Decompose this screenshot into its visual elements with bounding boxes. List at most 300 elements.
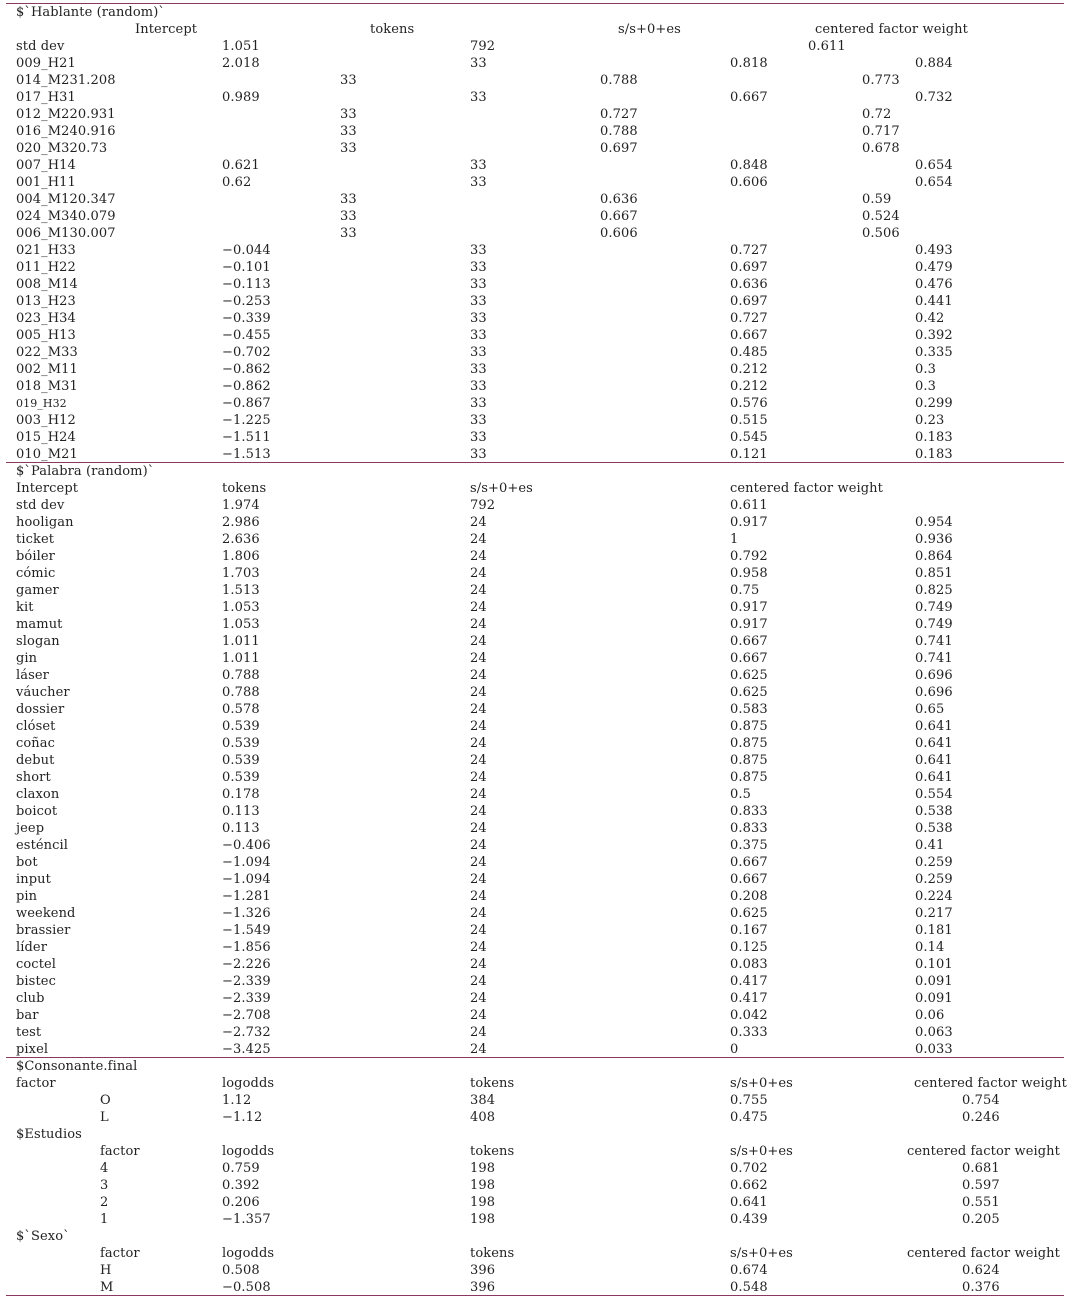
table-row — [0, 1160, 1067, 1177]
proportion-cell: 0.674 — [730, 1263, 768, 1278]
logodds-cell: 0.508 — [222, 1263, 260, 1278]
row-label: pixel — [16, 1042, 49, 1057]
table-row — [0, 565, 1067, 582]
weight-cell: 0.3 — [915, 379, 936, 394]
proportion-cell: 0.212 — [730, 379, 768, 394]
tokens-cell: 24 — [470, 821, 487, 836]
proportion-cell: 0.208 — [730, 889, 768, 904]
intercept-cell: −0.867 — [222, 396, 271, 411]
tokens-cell: 33 — [470, 379, 487, 394]
weight-cell: 0.224 — [915, 889, 953, 904]
proportion-cell: 0.121 — [730, 447, 768, 462]
proportion-cell: 0.625 — [730, 906, 768, 921]
row-label: 019_H32 — [16, 397, 67, 410]
table-row — [0, 157, 1067, 174]
table-row — [0, 72, 1067, 89]
table-row — [0, 174, 1067, 191]
intercept-cell: 0.621 — [222, 158, 260, 173]
table-row — [0, 548, 1067, 565]
table-row — [0, 616, 1067, 633]
proportion-cell: 0.875 — [730, 736, 768, 751]
header-weight: centered factor weight — [907, 1246, 1060, 1261]
row-label: slogan — [16, 634, 60, 649]
row-label: 010_M21 — [16, 447, 78, 462]
tokens-cell: 408 — [470, 1110, 496, 1125]
intercept-cell: −0.101 — [222, 260, 271, 275]
proportion-cell: 0.636 — [730, 277, 768, 292]
tokens-cell: 198 — [470, 1161, 496, 1176]
row-label: 008_M14 — [16, 277, 78, 292]
tokens-cell: 24 — [470, 736, 487, 751]
row-label: 011_H22 — [16, 260, 76, 275]
table-row — [0, 89, 1067, 106]
header-factor: factor — [100, 1144, 140, 1159]
proportion-cell: 0.083 — [730, 957, 768, 972]
table-row — [0, 514, 1067, 531]
table-row — [0, 531, 1067, 548]
proportion-cell: 0.667 — [730, 872, 768, 887]
weight-cell: 0.59 — [862, 192, 892, 207]
proportion-cell: 0.5 — [730, 787, 751, 802]
tokens-cell: 33 — [340, 209, 357, 224]
tokens-cell: 24 — [470, 787, 487, 802]
table-row — [0, 276, 1067, 293]
weight-cell: 0.696 — [915, 685, 953, 700]
table-row — [0, 344, 1067, 361]
intercept-cell: −1.856 — [222, 940, 271, 955]
intercept-cell: −0.339 — [222, 311, 271, 326]
weight-cell: 0.23 — [915, 413, 945, 428]
header-weight: centered factor weight — [914, 1076, 1067, 1091]
section-title: $`Sexo` — [16, 1229, 70, 1244]
header-tokens: tokens — [222, 481, 267, 496]
tokens-cell: 396 — [470, 1280, 496, 1295]
bottom-rule — [6, 1295, 1064, 1296]
row-label: 020_M320.73 — [16, 141, 108, 156]
intercept-cell: −2.708 — [222, 1008, 271, 1023]
table-row — [0, 361, 1067, 378]
row-label: coñac — [16, 736, 56, 751]
header-tokens: tokens — [470, 1144, 515, 1159]
row-label: 023_H34 — [16, 311, 76, 326]
tokens-cell: 24 — [470, 549, 487, 564]
proportion-cell: 0.697 — [730, 294, 768, 309]
proportion-cell: 0.625 — [730, 685, 768, 700]
weight-cell: 0.376 — [962, 1280, 1000, 1295]
weight-cell: 0.884 — [915, 56, 953, 71]
table-row — [0, 786, 1067, 803]
proportion-cell: 0.545 — [730, 430, 768, 445]
table-row — [0, 871, 1067, 888]
weight-cell: 0.41 — [915, 838, 945, 853]
proportion-cell: 0.042 — [730, 1008, 768, 1023]
table-row — [0, 259, 1067, 276]
tokens-cell: 33 — [470, 311, 487, 326]
tokens-cell: 33 — [470, 277, 487, 292]
intercept-cell: 1.703 — [222, 566, 260, 581]
row-label: bóiler — [16, 549, 55, 564]
weight-cell: 0.641 — [915, 719, 953, 734]
factor-level: 3 — [100, 1178, 109, 1193]
proportion-cell: 0.727 — [600, 107, 638, 122]
section-title-row — [0, 4, 1067, 21]
tokens-cell: 24 — [470, 770, 487, 785]
weight-cell: 0.205 — [962, 1212, 1000, 1227]
intercept-cell: 0.539 — [222, 770, 260, 785]
tokens-cell: 24 — [470, 617, 487, 632]
logodds-cell: 0.206 — [222, 1195, 260, 1210]
weight-cell: 0.554 — [915, 787, 953, 802]
weight-cell: 0.42 — [915, 311, 945, 326]
tokens-cell: 33 — [340, 124, 357, 139]
section-title: $`Palabra (random)` — [16, 464, 155, 479]
table-row — [0, 922, 1067, 939]
intercept-cell: 0.113 — [222, 821, 260, 836]
intercept-cell: −0.862 — [222, 362, 271, 377]
tokens-cell: 33 — [470, 158, 487, 173]
row-label: 016_M240.916 — [16, 124, 116, 139]
table-row — [0, 327, 1067, 344]
intercept-cell: 2.018 — [222, 56, 260, 71]
intercept-cell: 0.788 — [222, 668, 260, 683]
tokens-cell: 33 — [340, 73, 357, 88]
tokens-cell: 24 — [470, 753, 487, 768]
factor-level: 4 — [100, 1161, 109, 1176]
weight-cell: 0.538 — [915, 821, 953, 836]
table-row — [0, 939, 1067, 956]
intercept-cell: −0.406 — [222, 838, 271, 853]
table-row — [0, 140, 1067, 157]
tokens-cell: 24 — [470, 600, 487, 615]
table-row — [0, 718, 1067, 735]
tokens-cell: 33 — [470, 294, 487, 309]
weight-cell: 0.696 — [915, 668, 953, 683]
tokens-cell: 33 — [470, 260, 487, 275]
proportion-cell: 0.697 — [600, 141, 638, 156]
tokens-cell: 24 — [470, 855, 487, 870]
proportion-cell: 0.697 — [730, 260, 768, 275]
proportion-cell: 0.667 — [600, 209, 638, 224]
intercept-cell: −1.094 — [222, 872, 271, 887]
intercept-cell: −2.339 — [222, 991, 271, 1006]
row-label: debut — [16, 753, 55, 768]
section-title-row — [0, 463, 1067, 480]
intercept-cell: 0.578 — [222, 702, 260, 717]
proportion-cell: 0.625 — [730, 668, 768, 683]
tokens-cell: 24 — [470, 974, 487, 989]
intercept-cell: −1.225 — [222, 413, 271, 428]
tokens-cell: 24 — [470, 923, 487, 938]
proportion-cell: 0.702 — [730, 1161, 768, 1176]
factor-level: 1 — [100, 1212, 109, 1227]
weight-cell: 0.506 — [862, 226, 900, 241]
header-proportion: s/s+0+es — [730, 1144, 793, 1159]
tokens-cell: 24 — [470, 906, 487, 921]
tokens-cell: 24 — [470, 634, 487, 649]
row-label: cómic — [16, 566, 56, 581]
tokens-cell: 24 — [470, 804, 487, 819]
tokens-cell: 33 — [340, 141, 357, 156]
logodds-cell: 0.759 — [222, 1161, 260, 1176]
row-label: 012_M220.931 — [16, 107, 116, 122]
table-row — [0, 888, 1067, 905]
weight-cell: 0.101 — [915, 957, 953, 972]
row-label: ticket — [16, 532, 55, 547]
row-label: váucher — [16, 685, 70, 700]
tokens-cell: 33 — [470, 396, 487, 411]
weight-cell: 0.72 — [862, 107, 892, 122]
weight-cell: 0.641 — [915, 770, 953, 785]
intercept-cell: 1.806 — [222, 549, 260, 564]
row-label: 009_H21 — [16, 56, 76, 71]
weight-cell: 0.717 — [862, 124, 900, 139]
tokens-cell: 24 — [470, 515, 487, 530]
proportion-cell: 0.548 — [730, 1280, 768, 1295]
table-row — [0, 735, 1067, 752]
weight-cell: 0.749 — [915, 600, 953, 615]
intercept-cell: 0.989 — [222, 90, 260, 105]
proportion-cell: 0.439 — [730, 1212, 768, 1227]
tokens-cell: 33 — [470, 328, 487, 343]
intercept-cell: 1.513 — [222, 583, 260, 598]
tokens-cell: 198 — [470, 1178, 496, 1193]
tokens-cell: 33 — [340, 107, 357, 122]
header-row — [0, 1245, 1067, 1262]
table-row — [0, 191, 1067, 208]
table-row — [0, 378, 1067, 395]
table-row — [0, 956, 1067, 973]
table-row — [0, 395, 1067, 412]
intercept-cell: 0.178 — [222, 787, 260, 802]
row-label: 002_M11 — [16, 362, 78, 377]
factor-level: L — [100, 1110, 109, 1125]
tokens-cell: 24 — [470, 583, 487, 598]
row-label: 018_M31 — [16, 379, 78, 394]
proportion-cell: 0.515 — [730, 413, 768, 428]
row-label: kit — [16, 600, 34, 615]
table-row — [0, 1109, 1067, 1126]
intercept-cell: 0.113 — [222, 804, 260, 819]
table-row — [0, 752, 1067, 769]
proportion-cell: 0.917 — [730, 600, 768, 615]
table-row — [0, 225, 1067, 242]
weight-cell: 0.063 — [915, 1025, 953, 1040]
section-title-row — [0, 1126, 1067, 1143]
proportion-cell: 0 — [730, 1042, 739, 1057]
tokens-cell: 24 — [470, 566, 487, 581]
header-tokens: tokens — [470, 1246, 515, 1261]
table-row — [0, 990, 1067, 1007]
row-label: pin — [16, 889, 38, 904]
row-label: 013_H23 — [16, 294, 76, 309]
proportion-cell: 0.875 — [730, 753, 768, 768]
proportion-cell: 0.833 — [730, 821, 768, 836]
table-row — [0, 106, 1067, 123]
header-row — [0, 480, 1067, 497]
row-label: 017_H31 — [16, 90, 76, 105]
weight-cell: 0.392 — [915, 328, 953, 343]
intercept-cell: 0.539 — [222, 719, 260, 734]
stddev-weight: 0.611 — [808, 39, 846, 54]
intercept-cell: 0.62 — [222, 175, 252, 190]
table-row — [0, 684, 1067, 701]
row-label: bar — [16, 1008, 39, 1023]
row-label: 004_M120.347 — [16, 192, 116, 207]
table-row — [0, 633, 1067, 650]
weight-cell: 0.641 — [915, 753, 953, 768]
proportion-cell: 0.958 — [730, 566, 768, 581]
stddev-tokens: 792 — [470, 498, 496, 513]
table-row — [0, 446, 1067, 463]
header-weight: centered factor weight — [730, 481, 883, 496]
table-row — [0, 1262, 1067, 1279]
row-label: club — [16, 991, 45, 1006]
row-label: gamer — [16, 583, 59, 598]
weight-cell: 0.654 — [915, 158, 953, 173]
row-label: 015_H24 — [16, 430, 76, 445]
intercept-cell: −0.702 — [222, 345, 271, 360]
section-title-row — [0, 1058, 1067, 1075]
weight-cell: 0.441 — [915, 294, 953, 309]
proportion-cell: 0.667 — [730, 328, 768, 343]
section-title-row — [0, 1228, 1067, 1245]
intercept-cell: −1.094 — [222, 855, 271, 870]
intercept-cell: −2.339 — [222, 974, 271, 989]
proportion-cell: 0.417 — [730, 991, 768, 1006]
table-row — [0, 973, 1067, 990]
header-row — [0, 1143, 1067, 1160]
header-intercept: Intercept — [16, 481, 79, 496]
weight-cell: 0.183 — [915, 430, 953, 445]
tokens-cell: 24 — [470, 668, 487, 683]
row-label: clóset — [16, 719, 56, 734]
logodds-cell: 0.392 — [222, 1178, 260, 1193]
header-logodds: logodds — [222, 1144, 275, 1159]
weight-cell: 0.091 — [915, 991, 953, 1006]
row-label: 024_M340.079 — [16, 209, 116, 224]
stddev-row — [0, 497, 1067, 514]
weight-cell: 0.732 — [915, 90, 953, 105]
row-label: input — [16, 872, 51, 887]
weight-cell: 0.936 — [915, 532, 953, 547]
tokens-cell: 33 — [470, 413, 487, 428]
stddev-row — [0, 38, 1067, 55]
weight-cell: 0.749 — [915, 617, 953, 632]
header-proportion: s/s+0+es — [470, 481, 533, 496]
table-row — [0, 1211, 1067, 1228]
header-tokens: tokens — [470, 1076, 515, 1091]
weight-cell: 0.773 — [862, 73, 900, 88]
weight-cell: 0.259 — [915, 872, 953, 887]
weight-cell: 0.183 — [915, 447, 953, 462]
header-weight: centered factor weight — [907, 1144, 1060, 1159]
intercept-cell: −1.511 — [222, 430, 271, 445]
proportion-cell: 0.606 — [600, 226, 638, 241]
proportion-cell: 0.833 — [730, 804, 768, 819]
row-label: test — [16, 1025, 42, 1040]
table-row — [0, 837, 1067, 854]
header-tokens: tokens — [370, 22, 415, 37]
row-label: gin — [16, 651, 38, 666]
table-row — [0, 1194, 1067, 1211]
proportion-cell: 0.727 — [730, 243, 768, 258]
proportion-cell: 0.788 — [600, 124, 638, 139]
proportion-cell: 0.875 — [730, 719, 768, 734]
tokens-cell: 33 — [470, 345, 487, 360]
row-label: líder — [16, 940, 48, 955]
row-label: 006_M130.007 — [16, 226, 116, 241]
factor-level: M — [100, 1280, 114, 1295]
weight-cell: 0.524 — [862, 209, 900, 224]
weight-cell: 0.033 — [915, 1042, 953, 1057]
intercept-cell: 1.011 — [222, 634, 260, 649]
table-row — [0, 412, 1067, 429]
row-label: hooligan — [16, 515, 74, 530]
table-row — [0, 769, 1067, 786]
row-label: claxon — [16, 787, 60, 802]
row-label: 003_H12 — [16, 413, 76, 428]
proportion-cell: 0.375 — [730, 838, 768, 853]
proportion-cell: 0.125 — [730, 940, 768, 955]
tokens-cell: 24 — [470, 872, 487, 887]
proportion-cell: 0.636 — [600, 192, 638, 207]
row-label: jeep — [16, 821, 45, 836]
tokens-cell: 396 — [470, 1263, 496, 1278]
weight-cell: 0.741 — [915, 651, 953, 666]
weight-cell: 0.678 — [862, 141, 900, 156]
intercept-cell: −1.513 — [222, 447, 271, 462]
proportion-cell: 0.848 — [730, 158, 768, 173]
proportion-cell: 0.75 — [730, 583, 760, 598]
tokens-cell: 33 — [470, 56, 487, 71]
proportion-cell: 0.417 — [730, 974, 768, 989]
tokens-cell: 24 — [470, 1008, 487, 1023]
table-row — [0, 650, 1067, 667]
proportion-cell: 0.875 — [730, 770, 768, 785]
row-label: bistec — [16, 974, 56, 989]
tokens-cell: 24 — [470, 702, 487, 717]
row-label: 022_M33 — [16, 345, 78, 360]
row-label: short — [16, 770, 51, 785]
intercept-cell: −2.732 — [222, 1025, 271, 1040]
header-factor: factor — [100, 1246, 140, 1261]
weight-cell: 0.259 — [915, 855, 953, 870]
table-row — [0, 293, 1067, 310]
tokens-cell: 24 — [470, 838, 487, 853]
intercept-cell: 1.053 — [222, 600, 260, 615]
section-title: $`Hablante (random)` — [16, 5, 165, 20]
factor-level: 2 — [100, 1195, 109, 1210]
proportion-cell: 0.667 — [730, 651, 768, 666]
proportion-cell: 0.576 — [730, 396, 768, 411]
table-row — [0, 429, 1067, 446]
stddev-tokens: 792 — [470, 39, 496, 54]
tokens-cell: 33 — [340, 192, 357, 207]
proportion-cell: 0.333 — [730, 1025, 768, 1040]
header-row — [0, 21, 1067, 38]
proportion-cell: 0.818 — [730, 56, 768, 71]
intercept-cell: −1.281 — [222, 889, 271, 904]
header-proportion: s/s+0+es — [730, 1246, 793, 1261]
weight-cell: 0.551 — [962, 1195, 1000, 1210]
weight-cell: 0.246 — [962, 1110, 1000, 1125]
table-row — [0, 123, 1067, 140]
table-row — [0, 310, 1067, 327]
weight-cell: 0.538 — [915, 804, 953, 819]
table-row — [0, 1041, 1067, 1058]
tokens-cell: 33 — [470, 362, 487, 377]
proportion-cell: 0.662 — [730, 1178, 768, 1193]
